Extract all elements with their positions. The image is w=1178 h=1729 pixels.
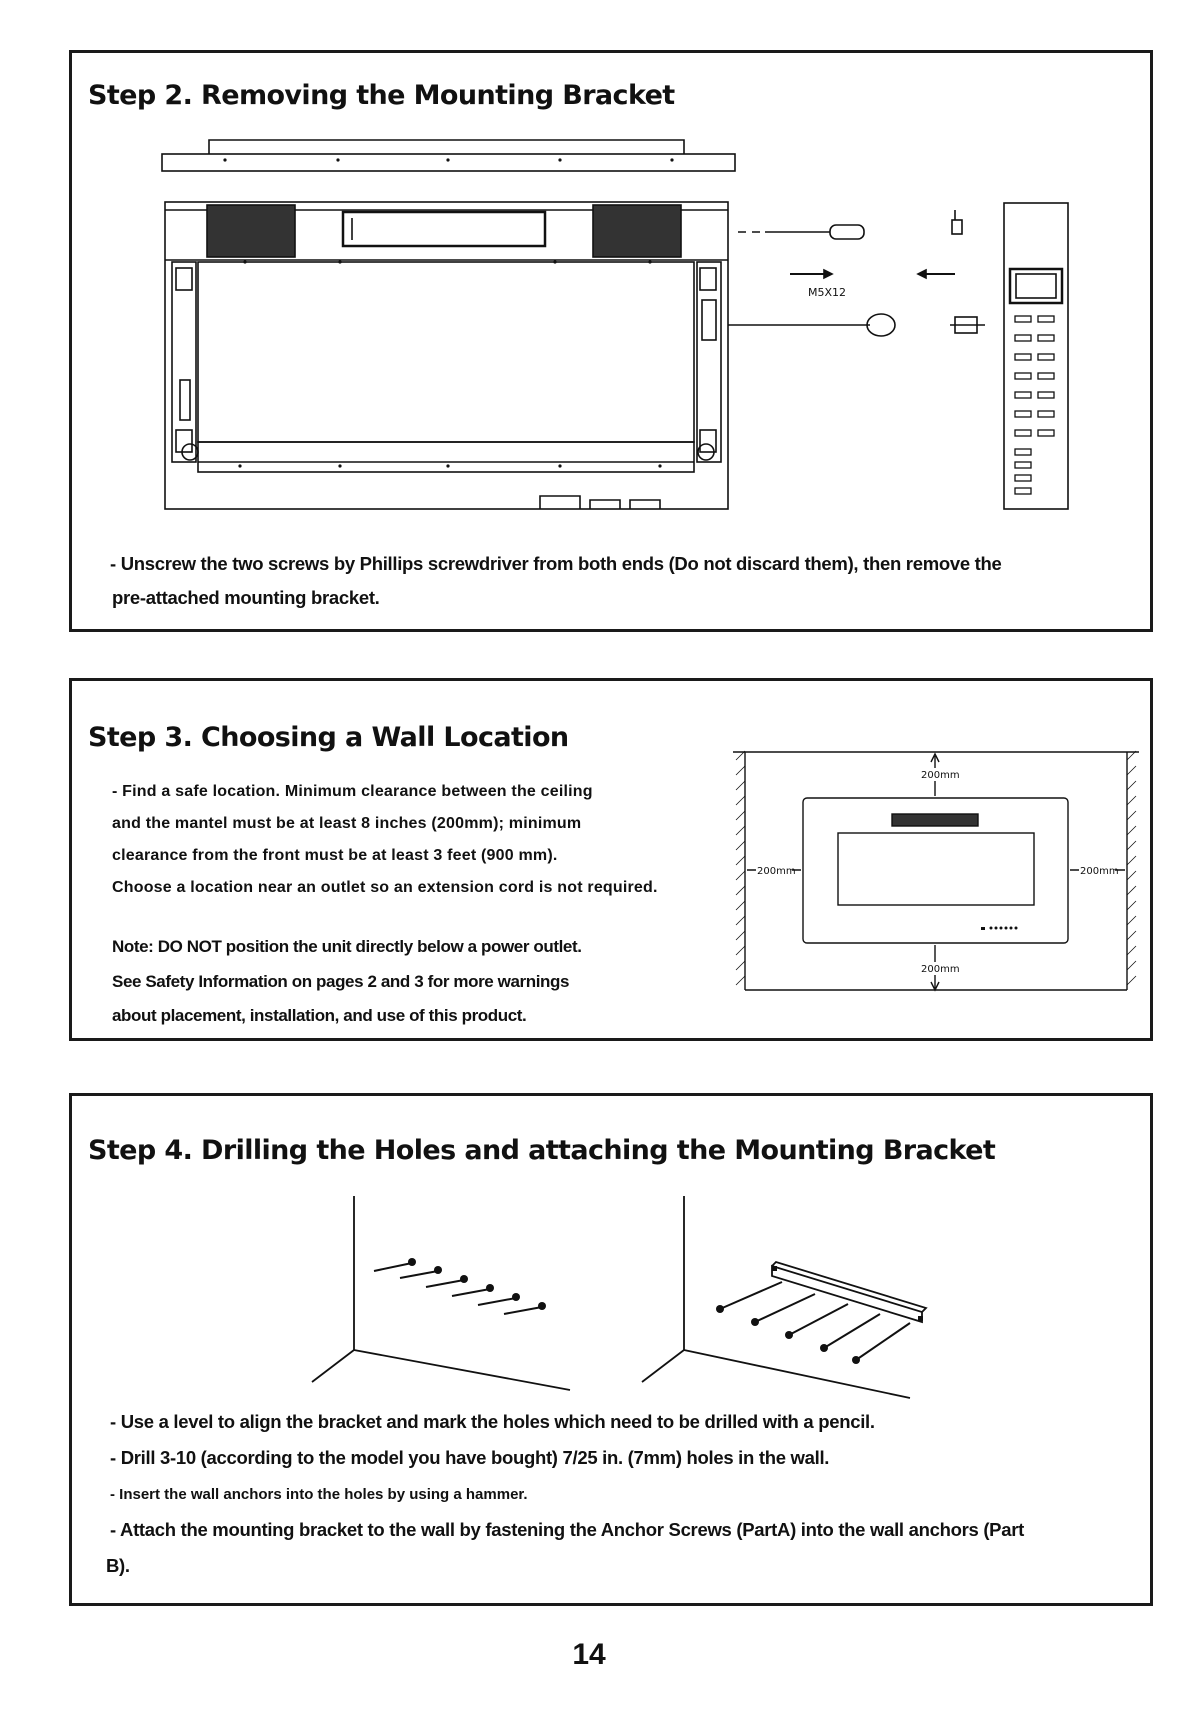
clearance-top-label: 200mm — [921, 770, 960, 781]
step3-note-line2: See Safety Information on pages 2 and 3 for more warnings — [112, 972, 570, 991]
step3-text-line4: Choose a location near an outlet so an extension cord is not required. — [112, 879, 658, 896]
step3-note-line1: Note: DO NOT position the unit directly below a power outlet. — [112, 937, 582, 956]
clearance-bottom-label: 200mm — [921, 964, 960, 975]
step4-line2: - Drill 3-10 (according to the model you have bought) 7/25 in. (7mm) holes in the wall. — [110, 1447, 830, 1468]
step2-title: Step 2. Removing the Mounting Bracket — [88, 80, 675, 111]
screw-label: M5X12 — [808, 286, 847, 299]
step4-line5: B). — [106, 1555, 130, 1576]
clearance-left-label: 200mm — [757, 866, 796, 877]
step4-line4: - Attach the mounting bracket to the wall by fastening the Anchor Screws (PartA) into the wall anchors (Part — [110, 1519, 1024, 1540]
step3-note-line3: about placement, installation, and use of this product. — [112, 1006, 527, 1025]
step3-text-line3: clearance from the front must be at least 3 feet (900 mm). — [112, 847, 558, 864]
step3-title: Step 3. Choosing a Wall Location — [88, 722, 569, 753]
step4-line3: - Insert the wall anchors into the holes by using a hammer. — [110, 1486, 528, 1503]
step2-instruction-line1: - Unscrew the two screws by Phillips screwdriver from both ends (Do not discard them), then remove the — [110, 553, 1002, 574]
page-number: 14 — [572, 1638, 606, 1671]
clearance-right-label: 200mm — [1080, 866, 1119, 877]
step4-line1: - Use a level to align the bracket and mark the holes which need to be drilled with a pencil. — [110, 1411, 875, 1432]
step4-title: Step 4. Drilling the Holes and attaching the Mounting Bracket — [88, 1135, 996, 1166]
step2-instruction-line2: pre-attached mounting bracket. — [112, 587, 380, 608]
step3-text-line2: and the mantel must be at least 8 inches (200mm); minimum — [112, 815, 582, 832]
step3-text-line1: - Find a safe location. Minimum clearance between the ceiling — [112, 783, 593, 800]
